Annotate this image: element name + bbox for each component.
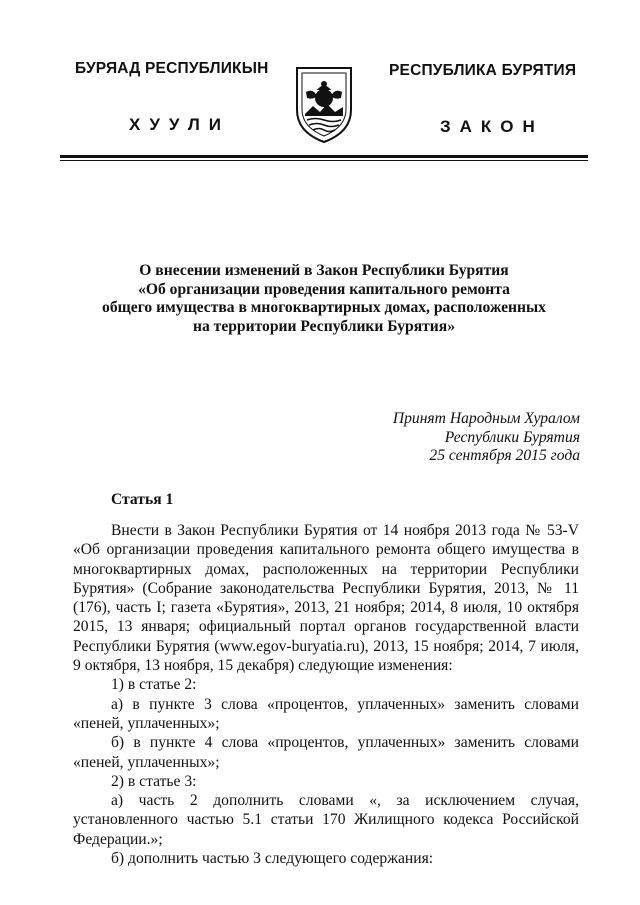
body-paragraph: Внести в Закон Республики Бурятия от 14 ноября 2013 года № 53-V «Об организации проведения капитального ремонта общего имущества в многоквартирных домах, расположенных на территории Республики Бурятия» (Собрание законодательства Республики Бурятия, 2013, № 11 (176), часть I; газета «Бурятия», 2013, 21 ноября; 2014, 8 июля, 10 октября 2015, 13 января; официальный портал органов государственной власти Республики Бурятия (www.egov-buryatia.ru), 2013, 15 ноября; 2014, 7 июля, 9 октября, 13 ноября, 15 декабря) следующие изменения: xyxy=(73,522,579,675)
coat-of-arms-emblem xyxy=(293,64,355,144)
law-title-line: на территории Республики Бурятия» xyxy=(192,317,456,335)
body-paragraph: 1) в статье 2: xyxy=(111,676,197,694)
body-paragraph: а) в пункте 3 слова «процентов, уплаченных» заменить словами «пеней, уплаченных»; xyxy=(73,695,579,732)
article-heading: Статья 1 xyxy=(111,491,174,508)
header-divider xyxy=(60,155,588,158)
header-divider-thin xyxy=(60,160,588,161)
law-title-line: общего имущества в многоквартирных домах, расположенных xyxy=(102,299,546,316)
body-paragraph: б) в пункте 4 слова «процентов, уплаченных» заменить словами «пеней, уплаченных»; xyxy=(73,734,579,771)
header-right-title: РЕСПУБЛИКА БУРЯТИЯ xyxy=(389,62,577,79)
law-title-line: О внесении изменений в Закон Республики Бурятия xyxy=(139,262,509,279)
law-title xyxy=(60,262,588,336)
law-title-line: «Об организации проведения капитального ремонта xyxy=(138,280,510,298)
adoption-note xyxy=(393,410,580,466)
adoption-note-line: Принят Народным Хуралом xyxy=(392,410,580,427)
adoption-note-line: 25 сентября 2015 года xyxy=(429,447,580,464)
header-right-subtitle: ЗАКОН xyxy=(440,117,544,136)
body-paragraph: 2) в статье 3: xyxy=(111,772,197,790)
header-left-title: БУРЯАД РЕСПУБЛИКЫН xyxy=(75,60,269,77)
body-paragraph: а) часть 2 дополнить словами «, за исключением случая, установленного частью 5.1 статьи 170 Жилищного кодекса Российской Федерации.»; xyxy=(73,792,579,848)
header-left-subtitle: ХУУЛИ xyxy=(129,115,230,134)
adoption-note-line: Республики Бурятия xyxy=(444,428,580,446)
article-body xyxy=(73,521,579,868)
body-paragraph: б) дополнить частью 3 следующего содержания: xyxy=(111,850,434,868)
